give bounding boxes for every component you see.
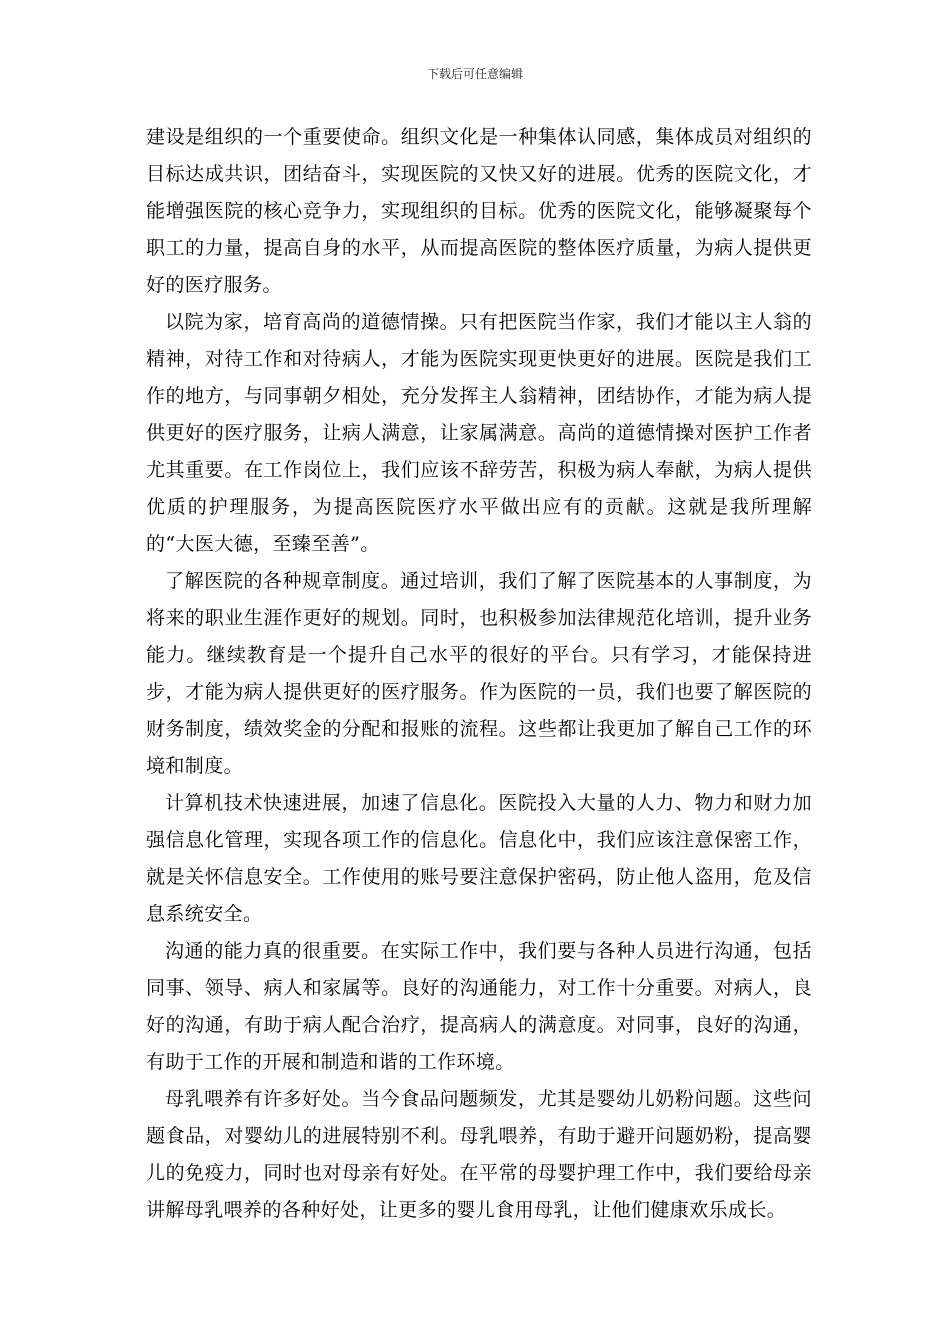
paragraph-hospital-as-home: 以院为家，培育高尚的道德情操。只有把医院当作家，我们才能以主人翁的精神，对待工作和对待病人，才能为医院实现更快更好的进展。医院是我们工作的地方，与同事朝夕相处，充分发挥主人翁精神，团结协作，才能为病人提供更好的医疗服务，让病人满意，让家属满意。高尚的道德情操对医护工作者尤其重要。在工作岗位上，我们应该不辞劳苦，积极为病人奉献，为病人提供优质的护理服务，为提高医院医疗水平做出应有的贡献。这就是我所理解的“大医大德，至臻至善”。	[146, 311, 812, 555]
paragraph-communication: 沟通的能力真的很重要。在实际工作中，我们要与各种人员进行沟通，包括同事、领导、病人和家属等。良好的沟通能力，对工作十分重要。对病人，良好的沟通，有助于病人配合治疗，提高病人的满意度。对同事，良好的沟通，有助于工作的开展和制造和谐的工作环境。	[146, 940, 812, 1073]
paragraph-regulations: 了解医院的各种规章制度。通过培训，我们了解了医院基本的人事制度，为将来的职业生涯作更好的规划。同时，也积极参加法律规范化培训，提升业务能力。继续教育是一个提升自己水平的很好的平台。只有学习，才能保持进步，才能为病人提供更好的医疗服务。作为医院的一员，我们也要了解医院的财务制度，绩效奖金的分配和报账的流程。这些都让我更加了解自己工作的环境和制度。	[146, 570, 812, 777]
paragraph-informatization: 计算机技术快速进展，加速了信息化。医院投入大量的人力、物力和财力加强信息化管理，实现各项工作的信息化。信息化中，我们应该注意保密工作，就是关怀信息安全。工作使用的账号要注意保护密码，防止他人盗用，危及信息系统安全。	[146, 792, 812, 925]
document-body	[146, 119, 812, 1229]
paragraph-org-culture: 建设是组织的一个重要使命。组织文化是一种集体认同感，集体成员对组织的目标达成共识，团结奋斗，实现医院的又快又好的进展。优秀的医院文化，才能增强医院的核心竞争力，实现组织的目标。优秀的医院文化，能够凝聚每个职工的力量，提高自身的水平，从而提高医院的整体医疗质量，为病人提供更好的医疗服务。	[146, 126, 812, 296]
page-header: 下载后可任意编辑	[426, 67, 523, 81]
paragraph-breastfeeding: 母乳喂养有许多好处。当今食品问题频发，尤其是婴幼儿奶粉问题。这些问题食品，对婴幼儿的进展特别不利。母乳喂养，有助于避开问题奶粉，提高婴儿的免疫力，同时也对母亲有好处。在平常的母婴护理工作中，我们要给母亲讲解母乳喂养的各种好处，让更多的婴儿食用母乳，让他们健康欢乐成长。	[146, 1088, 812, 1221]
